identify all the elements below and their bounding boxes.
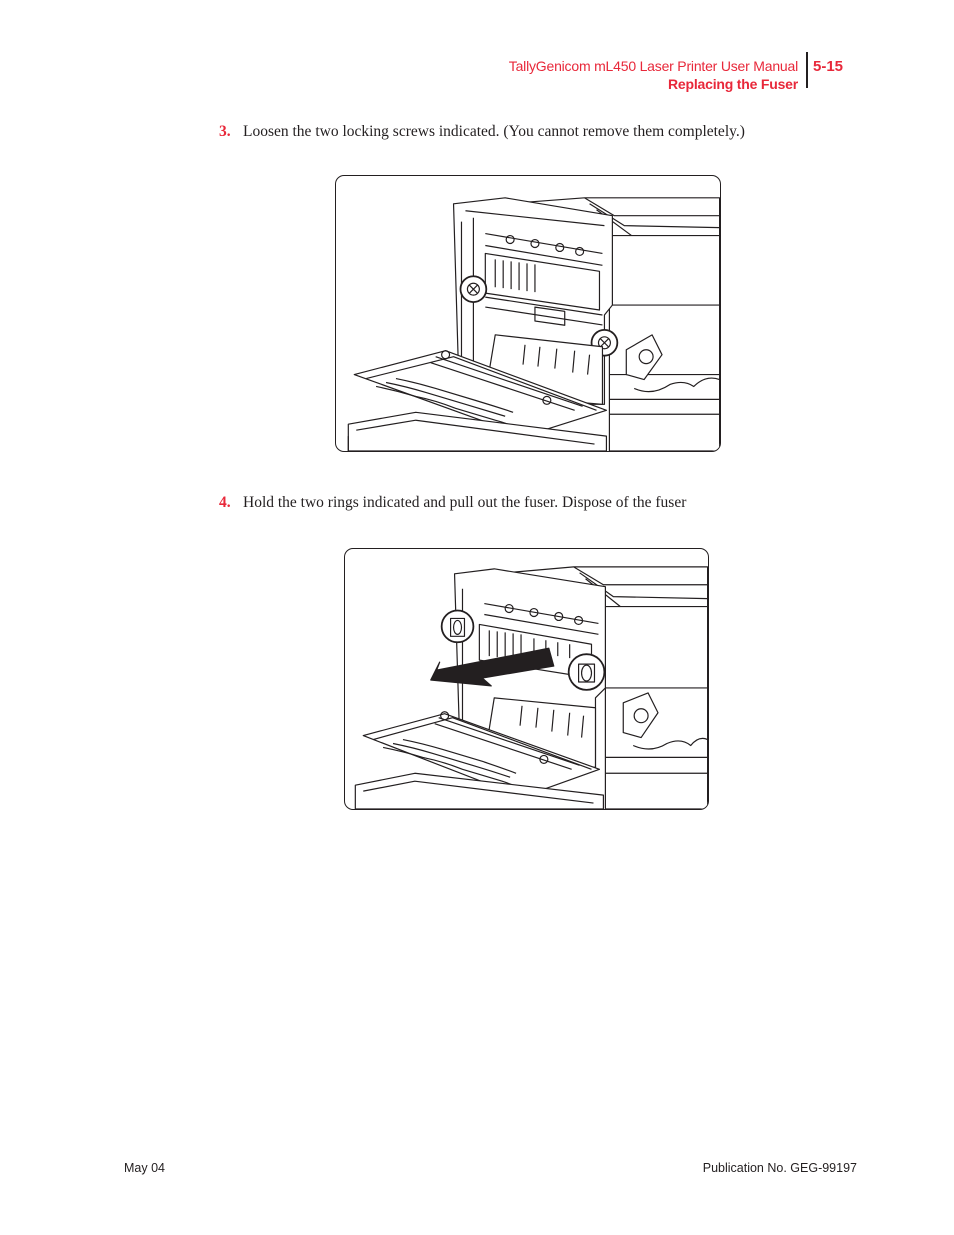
figure-fuser-removal (344, 548, 709, 810)
step-4-number: 4. (219, 494, 231, 511)
figure-locking-screws (335, 175, 721, 452)
footer-publication: Publication No. GEG-99197 (702, 1161, 857, 1175)
manual-title: TallyGenicom mL450 Laser Printer User Manual (508, 58, 798, 74)
step-3-number: 3. (219, 123, 231, 140)
step-3 (219, 123, 745, 141)
page-number: 5-15 (813, 58, 844, 75)
section-title: Replacing the Fuser (667, 76, 798, 92)
printer-illustration-1 (336, 176, 720, 451)
step-3-text: Loosen the two locking screws indicated. (You cannot remove them completely.) (243, 123, 745, 140)
step-4 (219, 494, 686, 512)
header-divider (806, 52, 808, 88)
printer-illustration-2 (345, 549, 708, 809)
footer-date: May 04 (124, 1161, 165, 1175)
step-4-text: Hold the two rings indicated and pull out the fuser. Dispose of the fuser (243, 494, 687, 511)
